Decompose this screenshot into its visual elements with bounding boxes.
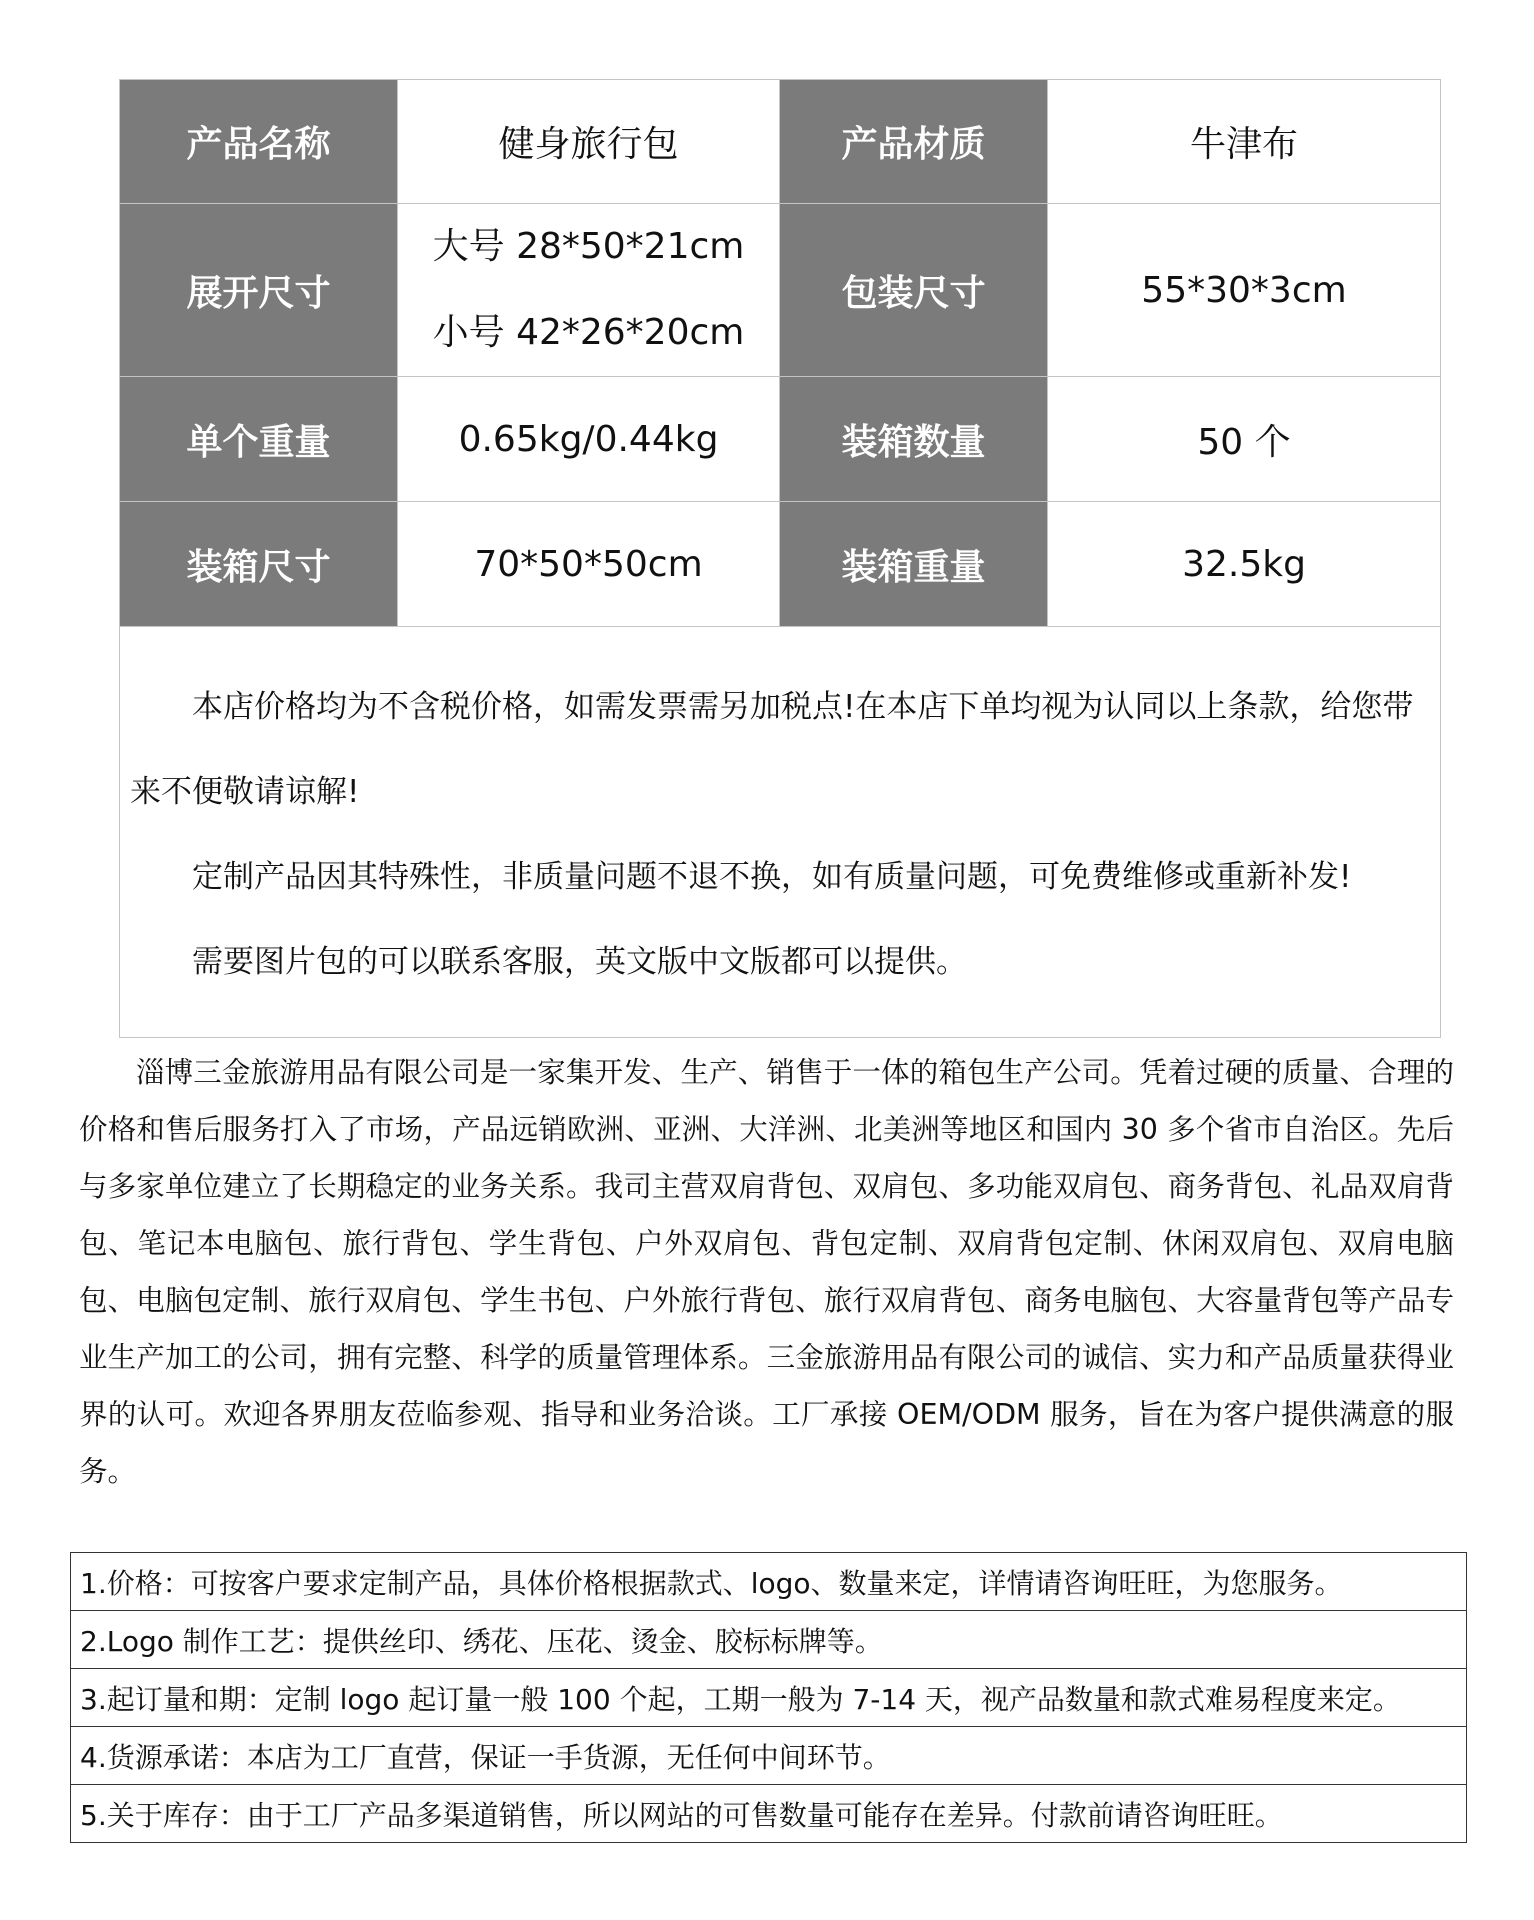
spec-value-product-name: 健身旅行包 <box>398 80 780 204</box>
product-spec-table <box>119 79 1441 1038</box>
spec-value-carton-weight: 32.5kg <box>1048 502 1441 627</box>
notes-paragraph-returns: 定制产品因其特殊性，非质量问题不退不换，如有质量问题，可免费维修或重新补发! <box>192 859 1352 895</box>
info-logo-craft: 2.Logo 制作工艺：提供丝印、绣花、压花、烫金、胶标标牌等。 <box>71 1611 1467 1669</box>
info-price: 1.价格：可按客户要求定制产品，具体价格根据款式、logo、数量来定，详情请咨询旺旺，为您服务。 <box>71 1553 1467 1611</box>
spec-value-carton-size: 70*50*50cm <box>398 502 780 627</box>
list-item <box>71 1553 1467 1611</box>
spec-value-carton-quantity: 50 个 <box>1048 377 1441 502</box>
info-moq-leadtime: 3.起订量和期：定制 logo 起订量一般 100 个起，工期一般为 7-14 天，视产品数量和款式难易程度来定。 <box>71 1669 1467 1727</box>
spec-value-size-large: 大号 28*50*21cm <box>432 226 745 267</box>
list-item <box>71 1727 1467 1785</box>
spec-label-package-size: 包装尺寸 <box>780 204 1048 377</box>
spec-value-package-size: 55*30*3cm <box>1048 204 1441 377</box>
spec-label-unit-weight: 单个重量 <box>120 377 398 502</box>
spec-label-carton-quantity: 装箱数量 <box>780 377 1048 502</box>
spec-label-unfolded-size: 展开尺寸 <box>120 204 398 377</box>
list-item <box>71 1669 1467 1727</box>
service-info-list <box>70 1552 1467 1843</box>
notes-paragraph-tax: 本店价格均为不含税价格，如需发票需另加税点!在本店下单均视为认同以上条款，给您带来不便敬请谅解! <box>130 689 1414 810</box>
spec-row-carton <box>120 502 1441 627</box>
spec-value-size-small: 小号 42*26*20cm <box>432 312 745 353</box>
spec-row-name-material <box>120 80 1441 204</box>
spec-row-notes <box>120 627 1441 1038</box>
spec-row-size-package <box>120 204 1441 377</box>
spec-label-material: 产品材质 <box>780 80 1048 204</box>
list-item <box>71 1611 1467 1669</box>
spec-label-carton-weight: 装箱重量 <box>780 502 1048 627</box>
spec-value-unit-weight: 0.65kg/0.44kg <box>398 377 780 502</box>
spec-value-material: 牛津布 <box>1048 80 1441 204</box>
spec-row-weight-quantity <box>120 377 1441 502</box>
spec-value-unfolded-size <box>398 204 780 377</box>
list-item <box>71 1785 1467 1843</box>
company-intro: 淄博三金旅游用品有限公司是一家集开发、生产、销售于一体的箱包生产公司。凭着过硬的质量、合理的价格和售后服务打入了市场，产品远销欧洲、亚洲、大洋洲、北美洲等地区和国内 30 多个省市自治区。先后与多家单位建立了长期稳定的业务关系。我司主营双肩背包、双肩包、多功能双肩包、商务背包、礼品双肩背包、笔记本电脑包、旅行背包、学生背包、户外双肩包、背包定制、双肩背包定制、休闲双肩包、双肩电脑包、电脑包定制、旅行双肩包、学生书包、户外旅行背包、旅行双肩背包、商务电脑包、大容量背包等产品专业生产加工的公司，拥有完整、科学的质量管理体系。三金旅游用品有限公司的诚信、实力和产品质量获得业界的认可。欢迎各界朋友莅临参观、指导和业务洽谈。工厂承接 OEM/ODM 服务，旨在为客户提供满意的服务。 <box>79 1056 1454 1488</box>
info-supply: 4.货源承诺：本店为工厂直营，保证一手货源，无任何中间环节。 <box>71 1727 1467 1785</box>
notes-cell <box>120 627 1441 1038</box>
notes-paragraph-images: 需要图片包的可以联系客服，英文版中文版都可以提供。 <box>192 944 967 980</box>
spec-label-product-name: 产品名称 <box>120 80 398 204</box>
spec-label-carton-size: 装箱尺寸 <box>120 502 398 627</box>
info-stock: 5.关于库存：由于工厂产品多渠道销售，所以网站的可售数量可能存在差异。付款前请咨询旺旺。 <box>71 1785 1467 1843</box>
